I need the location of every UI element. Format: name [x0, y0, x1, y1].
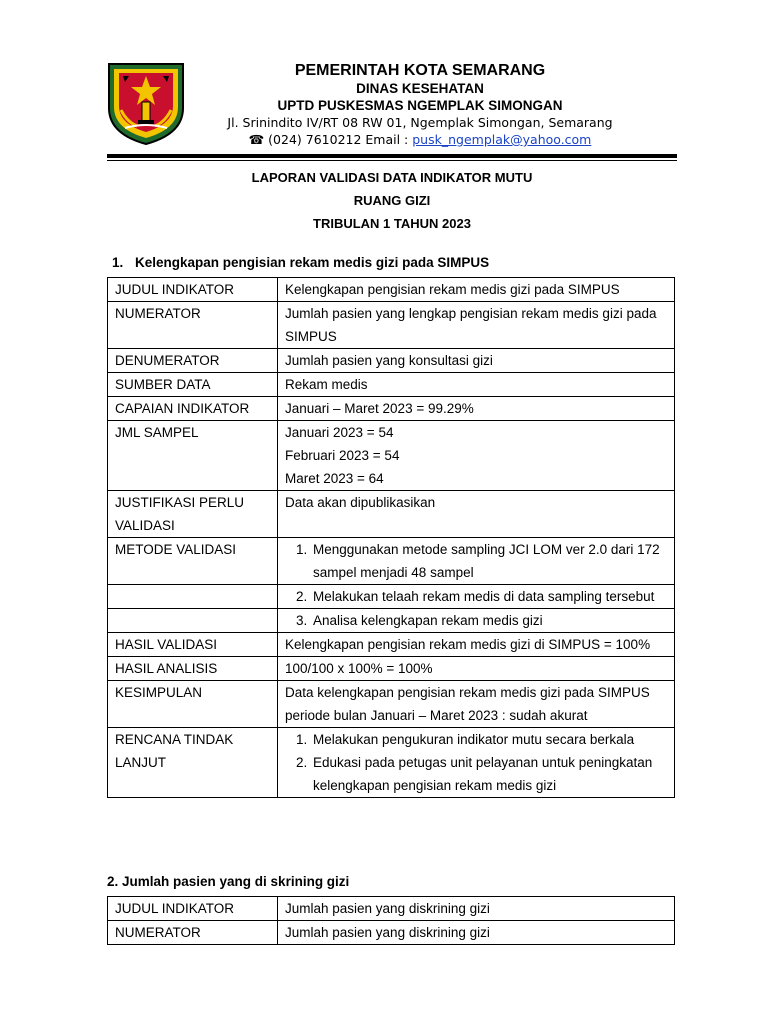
method-item: 1. Menggunakan metode sampling JCI LOM ver 2.0 dari 172 sampel menjadi 48 sampel: [311, 538, 668, 584]
row-value: Jumlah pasien yang diskrining gizi: [278, 897, 675, 921]
email-link[interactable]: pusk_ngemplak@yahoo.com: [412, 132, 592, 147]
sample-march: Maret 2023 = 64: [285, 471, 384, 486]
table-row: [108, 538, 675, 585]
row-value: Kelengkapan pengisian rekam medis gizi pada SIMPUS: [278, 278, 675, 302]
row-label: KESIMPULAN: [108, 681, 278, 728]
row-label: SUMBER DATA: [108, 373, 278, 397]
row-label: JML SAMPEL: [108, 421, 278, 491]
row-label: JUSTIFIKASI PERLU VALIDASI: [108, 491, 278, 538]
table-row: [108, 897, 675, 921]
report-title: LAPORAN VALIDASI DATA INDIKATOR MUTU: [251, 170, 533, 185]
row-label: HASIL ANALISIS: [108, 657, 278, 681]
row-value: Januari – Maret 2023 = 99.29%: [278, 397, 675, 421]
letterhead-rule-thin: [107, 160, 677, 161]
row-label: NUMERATOR: [108, 302, 278, 349]
table-row: [108, 278, 675, 302]
validation-table-2: [107, 896, 675, 945]
sample-january: Januari 2023 = 54: [285, 425, 394, 440]
row-label: JUDUL INDIKATOR: [108, 897, 278, 921]
row-value: [278, 538, 675, 585]
row-value: Kelengkapan pengisian rekam medis gizi di SIMPUS = 100%: [278, 633, 675, 657]
table-row: [108, 728, 675, 798]
section-1-number: 1.: [112, 255, 124, 270]
row-value: Data kelengkapan pengisian rekam medis gizi pada SIMPUS periode bulan Januari – Maret 2023 : sudah akurat: [278, 681, 675, 728]
row-label: NUMERATOR: [108, 921, 278, 945]
row-label-empty: [108, 609, 278, 633]
table-row: [108, 397, 675, 421]
semarang-city-emblem-icon: [107, 62, 185, 146]
table-row: [108, 609, 675, 633]
phone-icon: ☎: [248, 132, 265, 147]
table-row: [108, 657, 675, 681]
row-value: [278, 585, 675, 609]
row-value: [278, 421, 675, 491]
row-value: [278, 728, 675, 798]
table-row: [108, 633, 675, 657]
row-label-empty: [108, 585, 278, 609]
method-item: 3. Analisa kelengkapan rekam medis gizi: [311, 609, 668, 632]
row-label: HASIL VALIDASI: [108, 633, 278, 657]
letterhead-address: Jl. Srinindito IV/RT 08 RW 01, Ngemplak Simongan, Semarang: [227, 115, 613, 130]
validation-table-1: [107, 277, 675, 798]
report-subtitle-room: RUANG GIZI: [353, 193, 431, 208]
row-label: JUDUL INDIKATOR: [108, 278, 278, 302]
letterhead-government: PEMERINTAH KOTA SEMARANG: [294, 62, 546, 79]
follow-up-item: 2. Edukasi pada petugas unit pelayanan untuk peningkatan kelengkapan pengisian rekam medis gizi: [311, 751, 668, 797]
table-row: [108, 349, 675, 373]
table-row: [108, 585, 675, 609]
table-row: [108, 921, 675, 945]
follow-up-item: 1. Melakukan pengukuran indikator mutu secara berkala: [311, 728, 668, 751]
table-row: [108, 491, 675, 538]
letterhead: [200, 61, 640, 148]
row-label: METODE VALIDASI: [108, 538, 278, 585]
letterhead-rule-thick: [107, 154, 677, 158]
row-value: Jumlah pasien yang lengkap pengisian rekam medis gizi pada SIMPUS: [278, 302, 675, 349]
section-2-heading: 2. Jumlah pasien yang di skrining gizi: [107, 874, 350, 889]
table-row: [108, 681, 675, 728]
phone-text: (024) 7610212 Email :: [264, 132, 413, 147]
table-row: [108, 373, 675, 397]
report-subtitle-period: TRIBULAN 1 TAHUN 2023: [313, 216, 471, 231]
table-row: [108, 302, 675, 349]
row-label: RENCANA TINDAK LANJUT: [108, 728, 278, 798]
row-value: Rekam medis: [278, 373, 675, 397]
row-value: 100/100 x 100% = 100%: [278, 657, 675, 681]
row-label: CAPAIAN INDIKATOR: [108, 397, 278, 421]
row-label: DENUMERATOR: [108, 349, 278, 373]
letterhead-unit: UPTD PUSKESMAS NGEMPLAK SIMONGAN: [277, 98, 563, 113]
section-1-title: Kelengkapan pengisian rekam medis gizi pada SIMPUS: [135, 255, 490, 270]
row-value: Jumlah pasien yang diskrining gizi: [278, 921, 675, 945]
section-1-heading: [112, 255, 489, 270]
row-value: Data akan dipublikasikan: [278, 491, 675, 538]
letterhead-contact: [200, 131, 640, 148]
row-value: [278, 609, 675, 633]
row-value: Jumlah pasien yang konsultasi gizi: [278, 349, 675, 373]
sample-february: Februari 2023 = 54: [285, 448, 400, 463]
table-row: [108, 421, 675, 491]
letterhead-department: DINAS KESEHATAN: [356, 81, 484, 96]
method-item: 2. Melakukan telaah rekam medis di data sampling tersebut: [311, 585, 668, 608]
